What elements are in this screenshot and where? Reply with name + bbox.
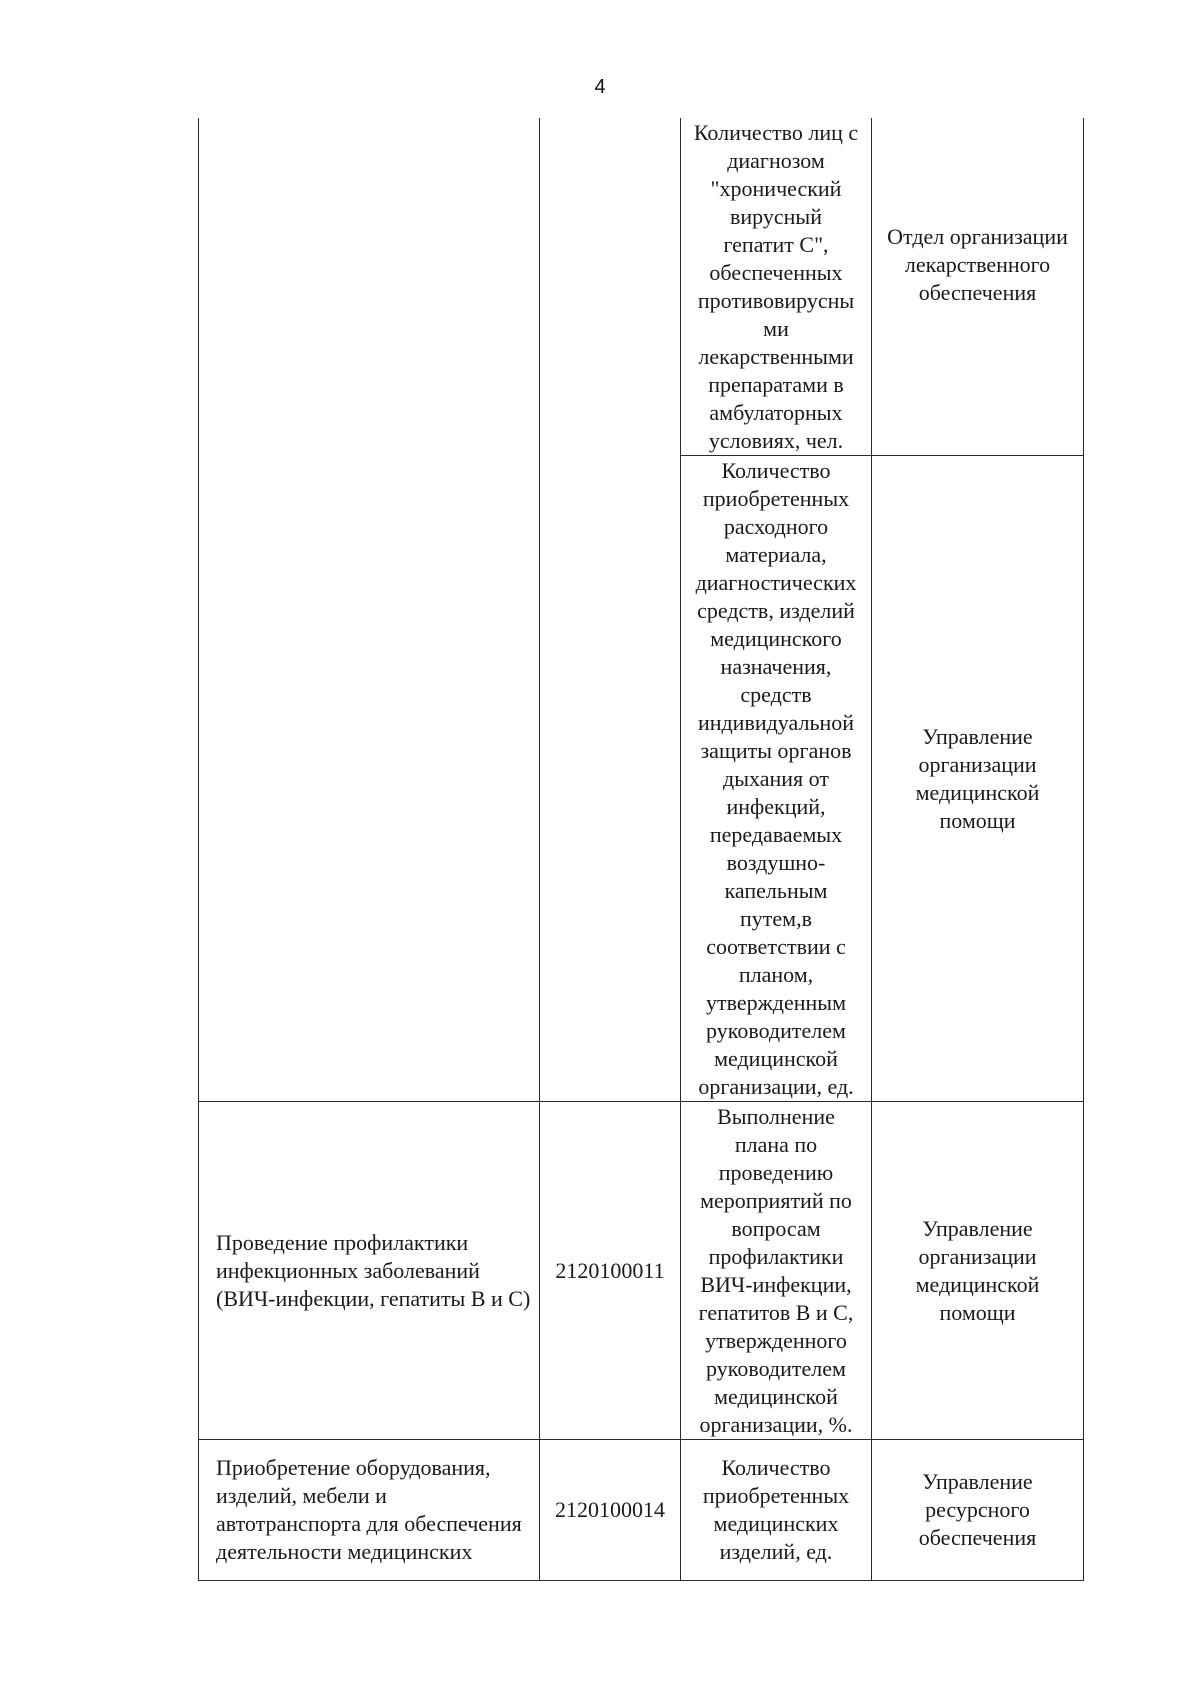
activity-cell: Проведение профилактики инфекционных заболеваний (ВИЧ-инфекции, гепатиты В и С) <box>216 1229 531 1311</box>
indicator-cell: Выполнение плана по проведению мероприятий по вопросам профилактики ВИЧ-инфекции, гепатитов В и С, утвержденного руководителем медицинской организации, %. <box>698 1103 854 1437</box>
indicator-cell-wrap <box>681 1102 871 1439</box>
responsible-cell: Управление организации медицинской помощи <box>915 723 1040 833</box>
table-row <box>216 1440 538 1580</box>
code-cell: 2120100011 <box>555 1257 665 1283</box>
code-cell-wrap <box>540 1102 680 1439</box>
table-row <box>681 118 871 455</box>
indicator-cell: Количество приобретенных медицинских изделий, ед. <box>702 1455 850 1564</box>
responsible-cell-wrap <box>872 1440 1083 1580</box>
table-row <box>681 456 871 1101</box>
code-cell: 2120100014 <box>555 1497 665 1522</box>
responsible-cell: Управление ресурсного обеспечения <box>918 1469 1037 1550</box>
table-border-bottom <box>198 1580 1084 1581</box>
code-cell-wrap <box>540 1440 680 1580</box>
table-border-right <box>1083 118 1084 1581</box>
responsible-cell: Отдел организации лекарственного обеспечения <box>887 223 1068 305</box>
table-row-responsible <box>872 456 1083 1101</box>
table-border-left <box>198 118 199 1581</box>
table-row <box>216 1102 538 1439</box>
table-row-responsible <box>872 118 1083 411</box>
responsible-cell-wrap <box>872 1102 1083 1439</box>
indicator-cell-wrap <box>681 1440 871 1580</box>
indicator-cell: Количество лиц с диагнозом "хронический вирусный гепатит С", обеспеченных противовирусны ми лекарственными препаратами в амбулаторных условиях, чел. <box>693 119 859 453</box>
page-number: 4 <box>594 76 606 98</box>
indicator-cell: Количество приобретенных расходного материала, диагностических средств, изделий медицинского назначения, средств индивидуальной защиты органов дыхания от инфекций, передаваемых воздушно- капельным путем,в соответствии с планом, утвержденным руководителем медицинской организации, ед. <box>695 457 857 1099</box>
activity-cell: Приобретение оборудования, изделий, мебели и автотранспорта для обеспечения деятельности медицинских <box>216 1455 522 1564</box>
responsible-cell: Управление организации медицинской помощи <box>915 1215 1040 1325</box>
